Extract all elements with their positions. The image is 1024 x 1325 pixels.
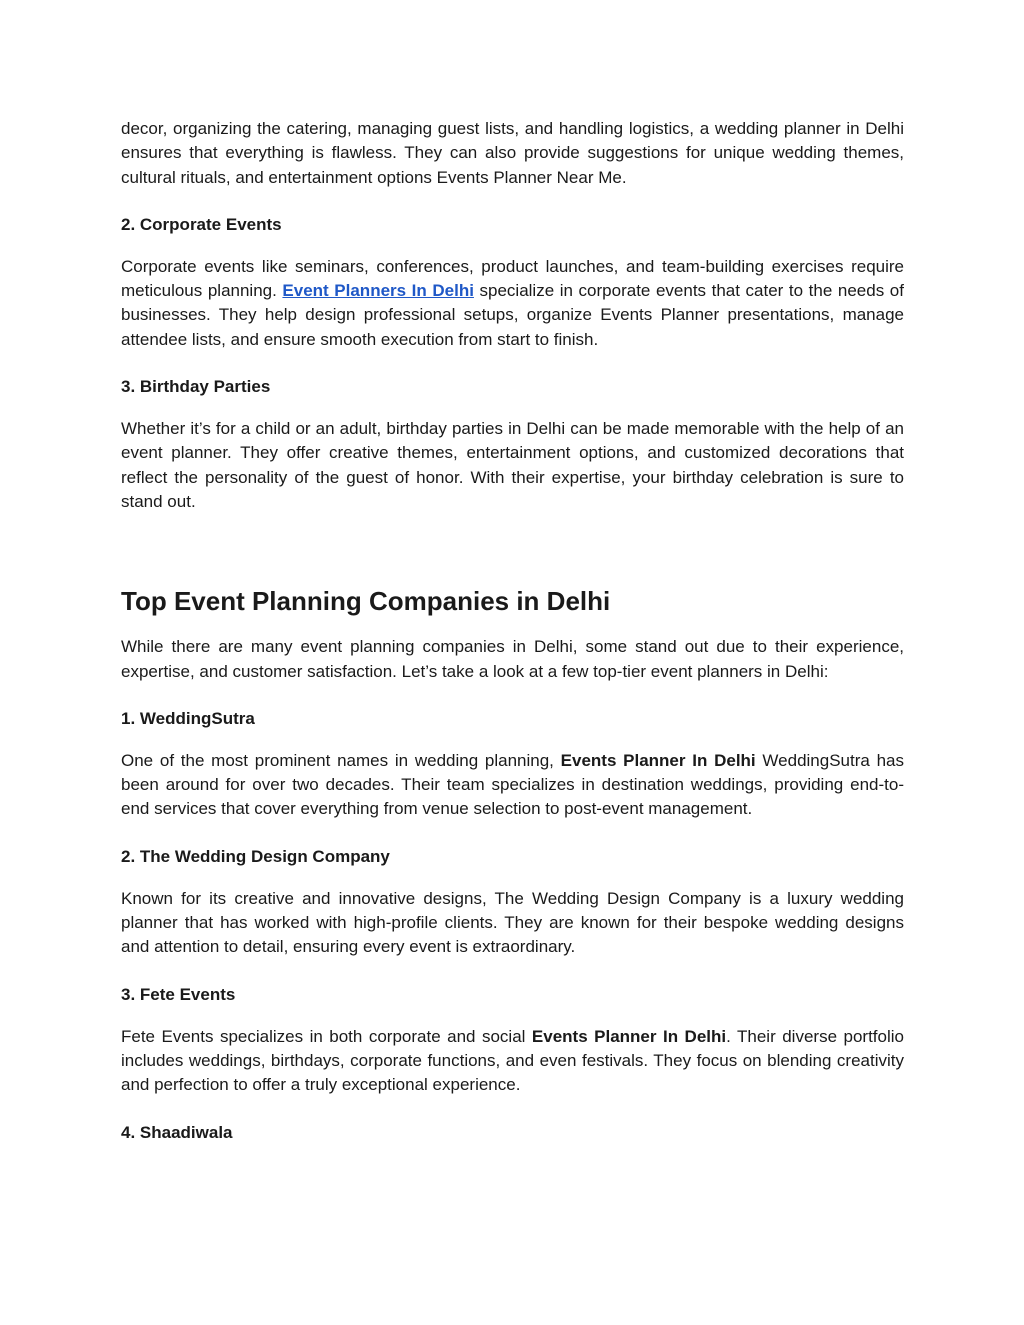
heading-fete-events: 3. Fete Events	[121, 984, 236, 1004]
corporate-text-before: Corporate events like seminars, conferences, product launches, and team-building exercises require meticulous planning.	[121, 256, 904, 301]
wedding-design-paragraph: Known for its creative and innovative designs, The Wedding Design Company is a luxury wedding planner that has worked with high-profile clients. They are known for their bespoke wedding designs and attention to detail, ensuring every event is extraordinary.	[121, 888, 904, 957]
weddingsutra-paragraph	[121, 749, 904, 822]
section-title: Top Event Planning Companies in Delhi	[121, 586, 611, 617]
fete-text-after: . Their diverse portfolio includes weddings, birthdays, corporate functions, and even festivals. They focus on blending creativity and perfection to offer a truly exceptional experience.	[121, 1026, 904, 1095]
heading-wedding-design-company: 2. The Wedding Design Company	[121, 846, 390, 866]
weddingsutra-bold-keyword: Events Planner In Delhi	[560, 750, 756, 770]
fete-text-before: Fete Events specializes in both corporate and social	[121, 1026, 532, 1046]
top-section-intro: While there are many event planning companies in Delhi, some stand out due to their experience, expertise, and customer satisfaction. Let’s take a look at a few top-tier event planners in Delhi:	[121, 637, 904, 681]
heading-corporate-events: 2. Corporate Events	[121, 214, 282, 234]
fete-bold-keyword: Events Planner In Delhi	[531, 1026, 727, 1046]
birthday-paragraph: Whether it’s for a child or an adult, birthday parties in Delhi can be made memorable with the help of an event planner. They offer creative themes, entertainment options, and customized decorations that reflect the personality of the guest of honor. With their expertise, your birthday celebration is sure to stand out.	[121, 419, 904, 511]
corporate-text-after: specialize in corporate events that cater to the needs of businesses. They help design professional setups, organize Events Planner presentations, manage attendee lists, and ensure smooth execution from start to finish.	[121, 281, 904, 349]
weddingsutra-text-after: WeddingSutra has been around for over two decades. Their team specializes in destination weddings, providing end-to-end services that cover everything from venue selection to post-event management.	[121, 750, 904, 819]
corporate-paragraph	[121, 255, 904, 352]
heading-birthday-parties: 3. Birthday Parties	[121, 377, 271, 397]
heading-weddingsutra: 1. WeddingSutra	[121, 708, 255, 728]
intro-paragraph: decor, organizing the catering, managing guest lists, and handling logistics, a wedding planner in Delhi ensures that everything is flawless. They can also provide suggestions for unique wedding themes, cultural rituals, and entertainment options Events Planner Near Me.	[121, 119, 904, 187]
fete-paragraph	[121, 1025, 904, 1098]
weddingsutra-text-before: One of the most prominent names in wedding planning,	[121, 750, 561, 770]
event-planners-in-delhi-link[interactable]: Event Planners In Delhi	[282, 281, 474, 301]
document-page	[121, 117, 904, 1145]
heading-shaadiwala: 4. Shaadiwala	[121, 1122, 233, 1142]
